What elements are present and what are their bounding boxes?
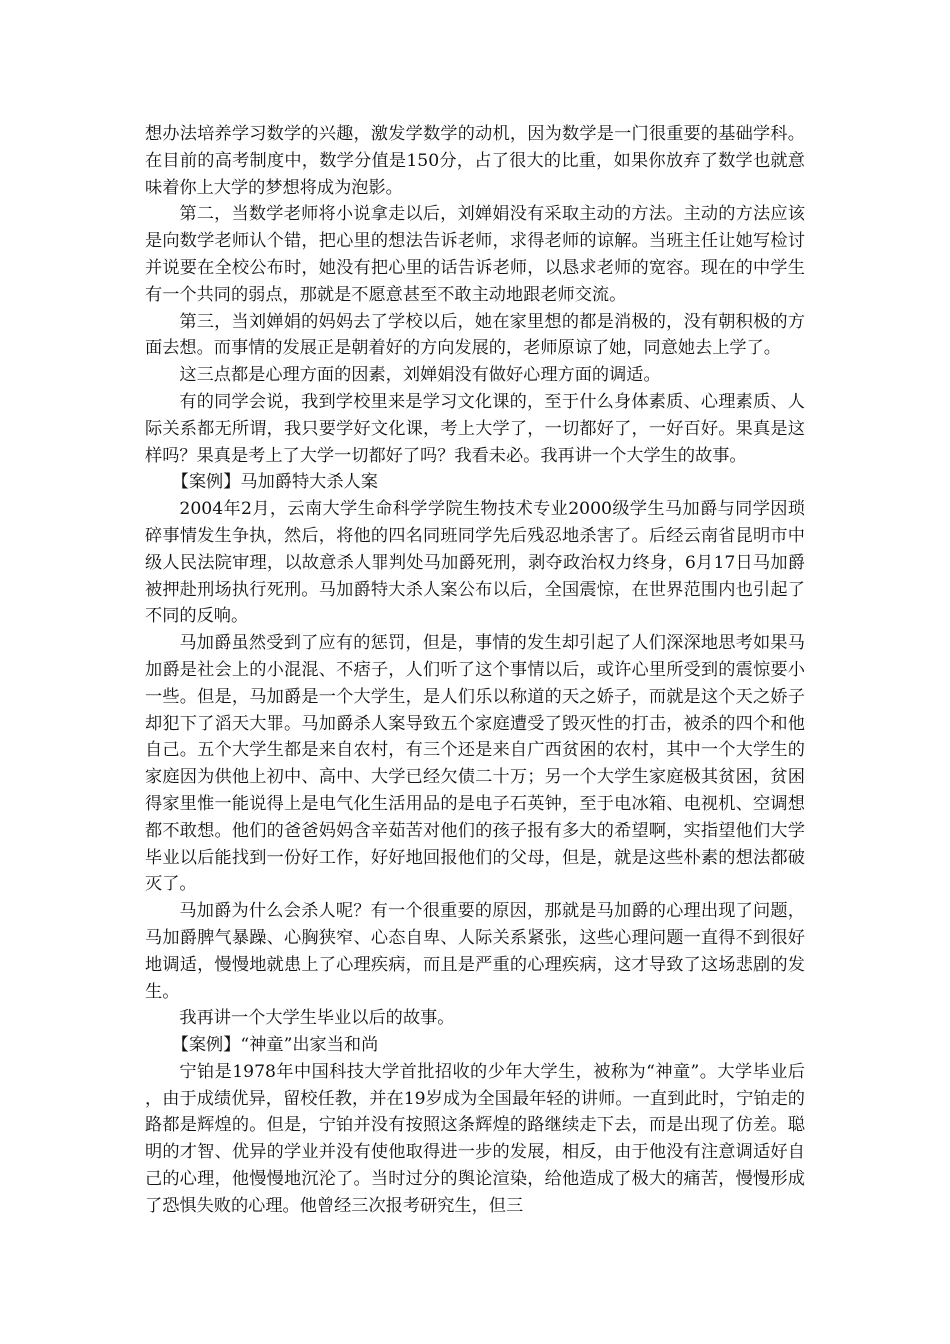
paragraph: 想办法培养学习数学的兴趣，激发学数学的动机，因为数学是一门很重要的基础学科。在目前的高考制度中，数学分值是150分，占了很大的比重，如果你放弃了数学也就意味着你上大学的梦想将成为泡影。 [145,124,805,198]
document-page [145,121,805,1220]
paragraph: 宁铂是1978年中国科技大学首批招收的少年大学生，被称为“神童”。大学毕业后，由于成绩优异，留校任教，并在19岁成为全国最年轻的讲师。一直到此时，宁铂走的路都是辉煌的。但是，宁铂并没有按照这条辉煌的路继续走下去，而是出现了仿差。聪明的才智、优异的学业并没有使他取得进一步的发展，相反，由于他没有注意调适好自己的心理，他慢慢地沉沦了。当时过分的舆论渲染，给他造成了极大的痛苦，慢慢形成了恐惧失败的心理。他曾经三次报考研究生，但三 [145,1061,805,1216]
paragraph: 这三点都是心理方面的因素，刘婵娟没有做好心理方面的调适。 [179,365,661,386]
paragraph: 我再讲一个大学生毕业以后的故事。 [179,1008,455,1029]
case-heading: 【案例】“神童”出家当和尚 [171,1035,379,1056]
paragraph: 第二，当数学老师将小说拿走以后，刘婵娟没有采取主动的方法。主动的方法应该是向数学老师认个错，把心里的想法告诉老师，求得老师的谅解。当班主任让她写检讨并说要在全校公布时，她没有把心里的话告诉老师，以恳求老师的宽容。现在的中学生有一个共同的弱点，那就是不愿意甚至不敢主动地跟老师交流。 [145,204,805,305]
paragraph: 2004年2月，云南大学生命科学学院生物技术专业2000级学生马加爵与同学因琐碎事情发生争执，然后，将他的四名同班同学先后残忍地杀害了。后经云南省昆明市中级人民法院审理，以故意杀人罪判处马加爵死刑，剥夺政治权力终身，6月17日马加爵被押赴刑场执行死刑。马加爵特大杀人案公布以后，全国震惊，在世界范围内也引起了不同的反响。 [145,499,805,627]
paragraph: 马加爵为什么会杀人呢？有一个很重要的原因，那就是马加爵的心理出现了问题，马加爵脾气暴躁、心胸狭窄、心态自卑、人际关系紧张，这些心理问题一直得不到很好地调适，慢慢地就患上了心理疾病，而且是严重的心理疾病，这才导致了这场悲剧的发生。 [145,901,805,1002]
case-heading: 【案例】马加爵特大杀人案 [171,472,378,493]
paragraph: 第三，当刘婵娟的妈妈去了学校以后，她在家里想的都是消极的，没有朝积极的方面去想。而事情的发展正是朝着好的方向发展的，老师原谅了她，同意她去上学了。 [145,311,805,359]
paragraph: 有的同学会说，我到学校里来是学习文化课的，至于什么身体素质、心理素质、人际关系都无所谓，我只要学好文化课，考上大学了，一切都好了，一好百好。果真是这样吗？果真是考上了大学一切都好了吗？我看未必。我再讲一个大学生的故事。 [145,391,805,466]
paragraph: 马加爵虽然受到了应有的惩罚，但是，事情的发生却引起了人们深深地思考如果马加爵是社会上的小混混、不痞子，人们听了这个事情以后，或许心里所受到的震惊要小一些。但是，马加爵是一个大学生，是人们乐以称道的天之娇子，而就是这个天之娇子却犯下了滔天大罪。马加爵杀人案导致五个家庭遭受了毁灭性的打击，被杀的四个和他自己。五个大学生都是来自农村，有三个还是来自广西贫困的农村，其中一个大学生的家庭因为供他上初中、高中、大学已经欠债二十万；另一个大学生家庭极其贫困，贫困得家里惟一能说得上是电气化生活用品的是电子石英钟，至于电冰箱、电视机、空调想都不敢想。他们的爸爸妈妈含辛茹苦对他们的孩子报有多大的希望啊，实指望他们大学毕业以后能找到一份好工作，好好地回报他们的父母，但是，就是这些朴素的想法都破灭了。 [145,633,805,895]
